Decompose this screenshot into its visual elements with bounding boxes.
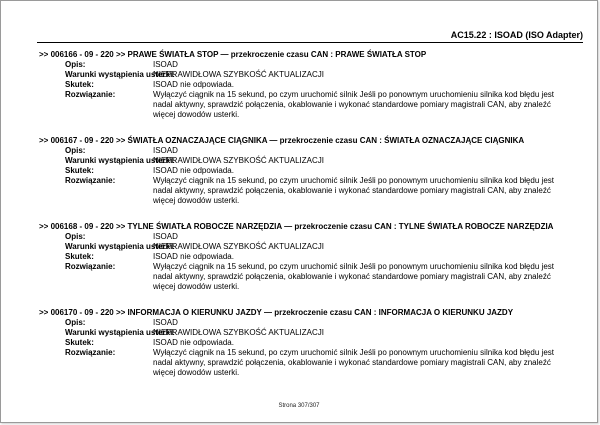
warunki-label: Warunki wystąpienia usterki: bbox=[65, 242, 175, 251]
rozwiazanie-row bbox=[39, 90, 589, 120]
skutek-row bbox=[39, 80, 589, 90]
skutek-value: ISOAD nie odpowiada. bbox=[153, 166, 234, 175]
warunki-value: NIEPRAWIDŁOWA SZYBKOŚĆ AKTUALIZACJI bbox=[153, 70, 324, 79]
rozwiazanie-row bbox=[39, 176, 589, 206]
opis-label: Opis: bbox=[65, 60, 86, 69]
warunki-label: Warunki wystąpienia usterki: bbox=[65, 156, 175, 165]
rozwiazanie-value: Wyłączyć ciągnik na 15 sekund, po czym uruchomić silnik Jeśli po ponownym uruchomieniu silnika kod błędu jest nadal aktywny, sprawdzić połączenia, okablowanie i wykonać standardowe pomiary magistrali CAN, aby znaleźć więcej dowodów usterki. bbox=[153, 176, 555, 205]
error-entry bbox=[39, 136, 589, 206]
warunki-row bbox=[39, 328, 589, 338]
skutek-label: Skutek: bbox=[65, 338, 94, 347]
error-code-list bbox=[39, 50, 589, 394]
rozwiazanie-value: Wyłączyć ciągnik na 15 sekund, po czym uruchomić silnik Jeśli po ponownym uruchomieniu silnika kod błędu jest nadal aktywny, sprawdzić połączenia, okablowanie i wykonać standardowe pomiary magistrali CAN, aby znaleźć więcej dowodów usterki. bbox=[153, 90, 555, 119]
header-divider bbox=[37, 42, 583, 43]
skutek-value: ISOAD nie odpowiada. bbox=[153, 80, 234, 89]
warunki-row bbox=[39, 70, 589, 80]
page-number: Strona 307/307 bbox=[278, 403, 320, 409]
opis-value: ISOAD bbox=[153, 60, 178, 69]
error-entry bbox=[39, 50, 589, 120]
opis-label: Opis: bbox=[65, 146, 86, 155]
error-entry-title: >> 006167 - 09 - 220 >> ŚWIATŁA OZNACZAJĄCE CIĄGNIKA — przekroczenie czasu CAN : ŚWIATŁA OZNACZAJĄCE CIĄGNIKA bbox=[39, 136, 525, 145]
opis-row bbox=[39, 60, 589, 70]
warunki-row bbox=[39, 242, 589, 252]
opis-label: Opis: bbox=[65, 318, 86, 327]
skutek-label: Skutek: bbox=[65, 80, 94, 89]
opis-value: ISOAD bbox=[153, 232, 178, 241]
rozwiazanie-label: Rozwiązanie: bbox=[65, 90, 116, 99]
skutek-label: Skutek: bbox=[65, 166, 94, 175]
skutek-label: Skutek: bbox=[65, 252, 94, 261]
warunki-label: Warunki wystąpienia usterki: bbox=[65, 70, 175, 79]
opis-row bbox=[39, 318, 589, 328]
rozwiazanie-label: Rozwiązanie: bbox=[65, 262, 116, 271]
error-entry-title: >> 006170 - 09 - 220 >> INFORMACJA O KIERUNKU JAZDY — przekroczenie czasu CAN : INFORMACJA O KIERUNKU JAZDY bbox=[39, 308, 514, 317]
opis-value: ISOAD bbox=[153, 318, 178, 327]
skutek-value: ISOAD nie odpowiada. bbox=[153, 338, 234, 347]
warunki-value: NIEPRAWIDŁOWA SZYBKOŚĆ AKTUALIZACJI bbox=[153, 242, 324, 251]
opis-row bbox=[39, 146, 589, 156]
rozwiazanie-value: Wyłączyć ciągnik na 15 sekund, po czym uruchomić silnik Jeśli po ponownym uruchomieniu silnika kod błędu jest nadal aktywny, sprawdzić połączenia, okablowanie i wykonać standardowe pomiary magistrali CAN, aby znaleźć więcej dowodów usterki. bbox=[153, 262, 555, 291]
opis-value: ISOAD bbox=[153, 146, 178, 155]
warunki-row bbox=[39, 156, 589, 166]
warunki-value: NIEPRAWIDŁOWA SZYBKOŚĆ AKTUALIZACJI bbox=[153, 156, 324, 165]
error-entry bbox=[39, 222, 589, 292]
error-entry bbox=[39, 308, 589, 378]
error-entry-title: >> 006168 - 09 - 220 >> TYLNE ŚWIATŁA ROBOCZE NARZĘDZIA — przekroczenie czasu CAN : TYLNE ŚWIATŁA ROBOCZE NARZĘDZIA bbox=[39, 222, 554, 231]
warunki-label: Warunki wystąpienia usterki: bbox=[65, 328, 175, 337]
warunki-value: NIEPRAWIDŁOWA SZYBKOŚĆ AKTUALIZACJI bbox=[153, 328, 324, 337]
skutek-row bbox=[39, 252, 589, 262]
opis-label: Opis: bbox=[65, 232, 86, 241]
skutek-value: ISOAD nie odpowiada. bbox=[153, 252, 234, 261]
document-header-title: AC15.22 : ISOAD (ISO Adapter) bbox=[450, 30, 583, 40]
rozwiazanie-label: Rozwiązanie: bbox=[65, 176, 116, 185]
rozwiazanie-value: Wyłączyć ciągnik na 15 sekund, po czym uruchomić silnik Jeśli po ponownym uruchomieniu silnika kod błędu jest nadal aktywny, sprawdzić połączenia, okablowanie i wykonać standardowe pomiary magistrali CAN, aby znaleźć więcej dowodów usterki. bbox=[153, 348, 555, 377]
error-entry-title: >> 006166 - 09 - 220 >> PRAWE ŚWIATŁA STOP — przekroczenie czasu CAN : PRAWE ŚWIATŁA STOP bbox=[39, 50, 427, 59]
skutek-row bbox=[39, 166, 589, 176]
rozwiazanie-row bbox=[39, 262, 589, 292]
skutek-row bbox=[39, 338, 589, 348]
rozwiazanie-label: Rozwiązanie: bbox=[65, 348, 116, 357]
opis-row bbox=[39, 232, 589, 242]
rozwiazanie-row bbox=[39, 348, 589, 378]
